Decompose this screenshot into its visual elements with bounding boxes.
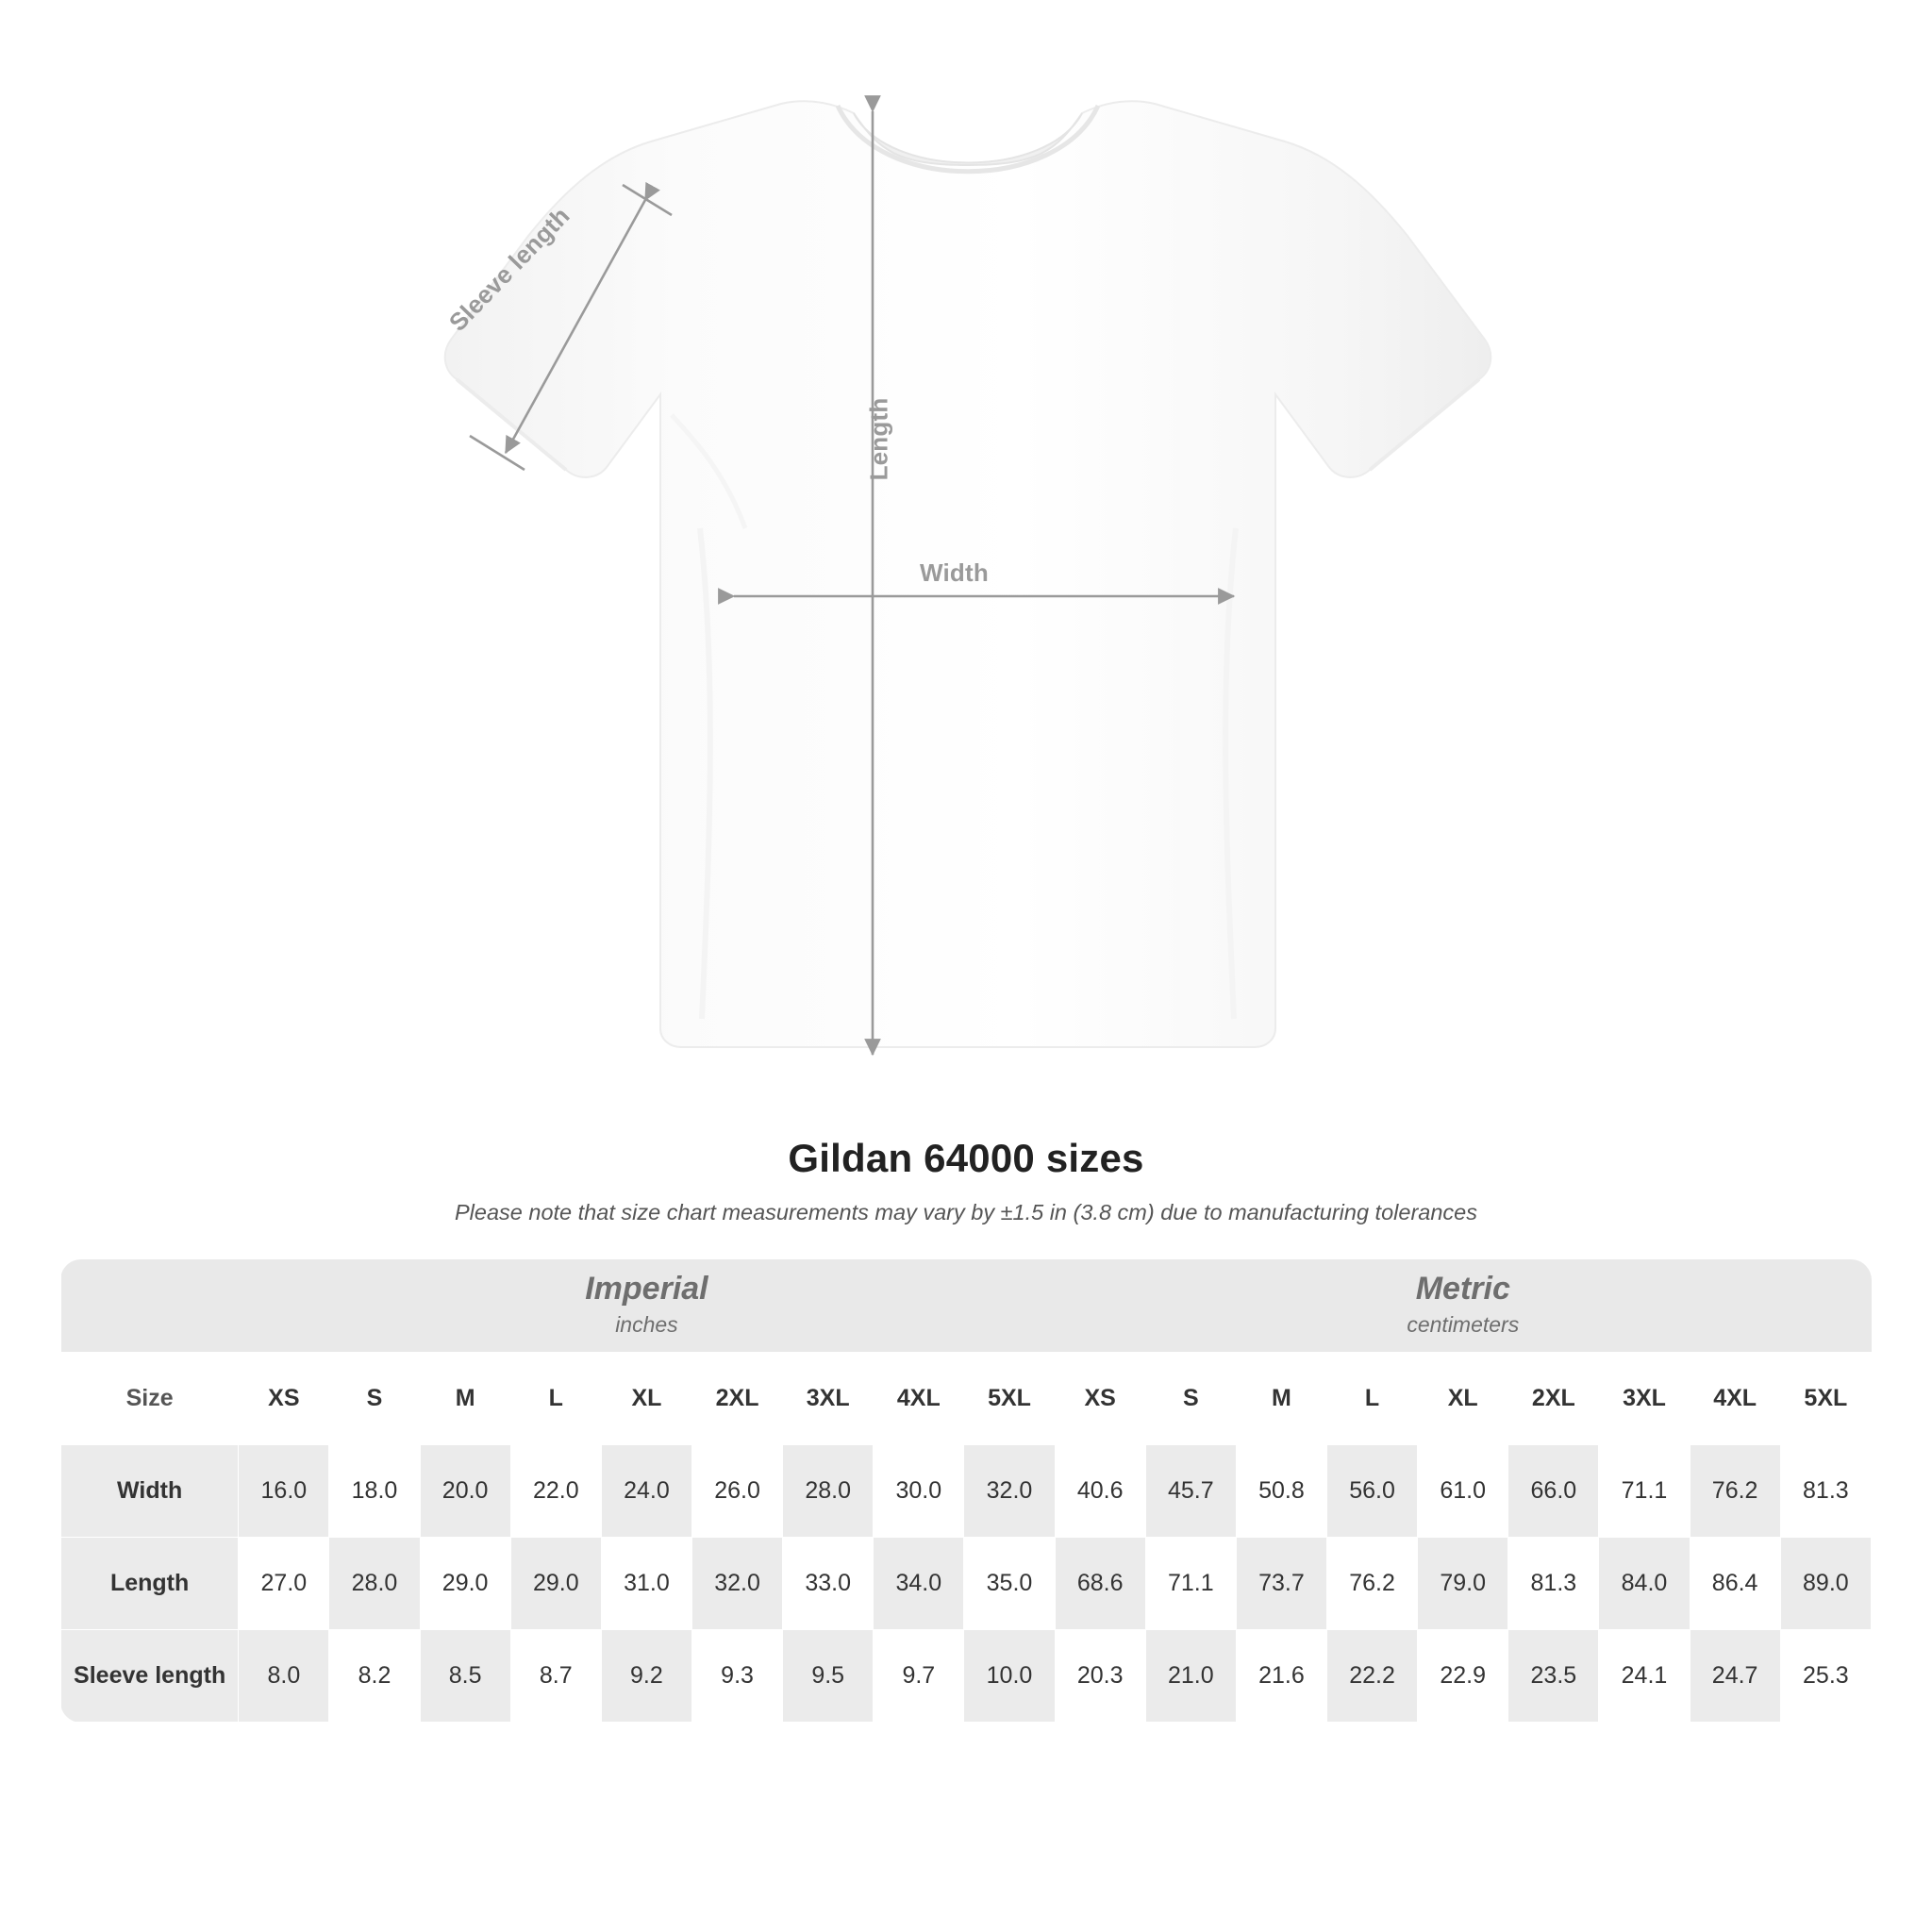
cell-width-l-cm: 56.0 — [1327, 1444, 1418, 1537]
table-corner — [61, 1259, 239, 1352]
cell-sleeve-xl-in: 9.2 — [601, 1629, 691, 1722]
unit-header-row — [61, 1259, 1872, 1352]
cell-length-xs-cm: 68.6 — [1055, 1537, 1145, 1629]
cell-sleeve-s-in: 8.2 — [329, 1629, 420, 1722]
table-row — [61, 1629, 1872, 1722]
size-header-5xl-imperial: 5XL — [964, 1352, 1055, 1444]
cell-length-2xl-in: 32.0 — [691, 1537, 782, 1629]
cell-width-4xl-cm: 76.2 — [1690, 1444, 1780, 1537]
cell-length-l-in: 29.0 — [510, 1537, 601, 1629]
cell-width-s-in: 18.0 — [329, 1444, 420, 1537]
size-header-m-metric: M — [1236, 1352, 1326, 1444]
cell-width-l-in: 22.0 — [510, 1444, 601, 1537]
imperial-unit-label: inches — [615, 1311, 678, 1337]
title-block — [0, 1136, 1932, 1225]
size-header-l-imperial: L — [510, 1352, 601, 1444]
cell-sleeve-xl-cm: 22.9 — [1418, 1629, 1508, 1722]
cell-length-m-in: 29.0 — [420, 1537, 510, 1629]
cell-width-xs-in: 16.0 — [239, 1444, 329, 1537]
cell-length-3xl-in: 33.0 — [783, 1537, 874, 1629]
cell-width-3xl-cm: 71.1 — [1599, 1444, 1690, 1537]
cell-width-s-cm: 45.7 — [1145, 1444, 1236, 1537]
size-header-s-imperial: S — [329, 1352, 420, 1444]
metric-group-header — [1055, 1259, 1871, 1352]
size-table-container — [60, 1259, 1872, 1723]
cell-length-s-in: 28.0 — [329, 1537, 420, 1629]
size-header-m-imperial: M — [420, 1352, 510, 1444]
cell-sleeve-xs-in: 8.0 — [239, 1629, 329, 1722]
cell-length-2xl-cm: 81.3 — [1508, 1537, 1599, 1629]
cell-sleeve-3xl-in: 9.5 — [783, 1629, 874, 1722]
length-label: Length — [864, 397, 893, 481]
page-title: Gildan 64000 sizes — [788, 1136, 1144, 1180]
width-label: Width — [920, 558, 989, 587]
cell-sleeve-m-in: 8.5 — [420, 1629, 510, 1722]
cell-sleeve-s-cm: 21.0 — [1145, 1629, 1236, 1722]
metric-unit-label: centimeters — [1407, 1311, 1520, 1337]
cell-width-5xl-in: 32.0 — [964, 1444, 1055, 1537]
size-header-5xl-metric: 5XL — [1780, 1352, 1871, 1444]
sleeve-length-label: Sleeve length — [442, 201, 575, 337]
cell-sleeve-l-in: 8.7 — [510, 1629, 601, 1722]
cell-length-5xl-in: 35.0 — [964, 1537, 1055, 1629]
cell-width-2xl-cm: 66.0 — [1508, 1444, 1599, 1537]
cell-length-4xl-cm: 86.4 — [1690, 1537, 1780, 1629]
cell-sleeve-3xl-cm: 24.1 — [1599, 1629, 1690, 1722]
row-header-length: Length — [61, 1537, 239, 1629]
cell-sleeve-5xl-in: 10.0 — [964, 1629, 1055, 1722]
cell-sleeve-l-cm: 22.2 — [1327, 1629, 1418, 1722]
cell-length-s-cm: 71.1 — [1145, 1537, 1236, 1629]
cell-sleeve-2xl-in: 9.3 — [691, 1629, 782, 1722]
size-table — [60, 1259, 1872, 1723]
cell-width-m-cm: 50.8 — [1236, 1444, 1326, 1537]
size-header-row — [61, 1352, 1872, 1444]
cell-length-m-cm: 73.7 — [1236, 1537, 1326, 1629]
tolerance-note: Please note that size chart measurements may vary by ±1.5 in (3.8 cm) due to manufacturing tolerances — [455, 1200, 1477, 1224]
cell-length-4xl-in: 34.0 — [874, 1537, 964, 1629]
cell-width-xl-cm: 61.0 — [1418, 1444, 1508, 1537]
size-header-3xl-metric: 3XL — [1599, 1352, 1690, 1444]
size-header-2xl-imperial: 2XL — [691, 1352, 782, 1444]
size-header-l-metric: L — [1327, 1352, 1418, 1444]
cell-sleeve-4xl-cm: 24.7 — [1690, 1629, 1780, 1722]
size-row-header: Size — [61, 1352, 239, 1444]
size-header-3xl-imperial: 3XL — [783, 1352, 874, 1444]
size-header-2xl-metric: 2XL — [1508, 1352, 1599, 1444]
cell-width-5xl-cm: 81.3 — [1780, 1444, 1871, 1537]
cell-width-xl-in: 24.0 — [601, 1444, 691, 1537]
imperial-system-label: Imperial — [585, 1271, 708, 1307]
imperial-group-header — [239, 1259, 1055, 1352]
cell-length-5xl-cm: 89.0 — [1780, 1537, 1871, 1629]
cell-width-2xl-in: 26.0 — [691, 1444, 782, 1537]
cell-length-xl-cm: 79.0 — [1418, 1537, 1508, 1629]
table-row — [61, 1444, 1872, 1537]
cell-width-4xl-in: 30.0 — [874, 1444, 964, 1537]
size-header-xs-metric: XS — [1055, 1352, 1145, 1444]
cell-sleeve-4xl-in: 9.7 — [874, 1629, 964, 1722]
cell-length-3xl-cm: 84.0 — [1599, 1537, 1690, 1629]
metric-system-label: Metric — [1415, 1271, 1510, 1307]
size-header-4xl-imperial: 4XL — [874, 1352, 964, 1444]
cell-sleeve-2xl-cm: 23.5 — [1508, 1629, 1599, 1722]
table-row — [61, 1537, 1872, 1629]
size-header-xl-metric: XL — [1418, 1352, 1508, 1444]
row-header-width: Width — [61, 1444, 239, 1537]
size-header-4xl-metric: 4XL — [1690, 1352, 1780, 1444]
cell-width-m-in: 20.0 — [420, 1444, 510, 1537]
cell-length-xl-in: 31.0 — [601, 1537, 691, 1629]
cell-width-3xl-in: 28.0 — [783, 1444, 874, 1537]
row-header-sleeve-length: Sleeve length — [61, 1629, 239, 1722]
cell-sleeve-5xl-cm: 25.3 — [1780, 1629, 1871, 1722]
cell-sleeve-xs-cm: 20.3 — [1055, 1629, 1145, 1722]
size-header-s-metric: S — [1145, 1352, 1236, 1444]
size-header-xl-imperial: XL — [601, 1352, 691, 1444]
cell-length-xs-in: 27.0 — [239, 1537, 329, 1629]
cell-sleeve-m-cm: 21.6 — [1236, 1629, 1326, 1722]
size-header-xs-imperial: XS — [239, 1352, 329, 1444]
cell-length-l-cm: 76.2 — [1327, 1537, 1418, 1629]
cell-width-xs-cm: 40.6 — [1055, 1444, 1145, 1537]
